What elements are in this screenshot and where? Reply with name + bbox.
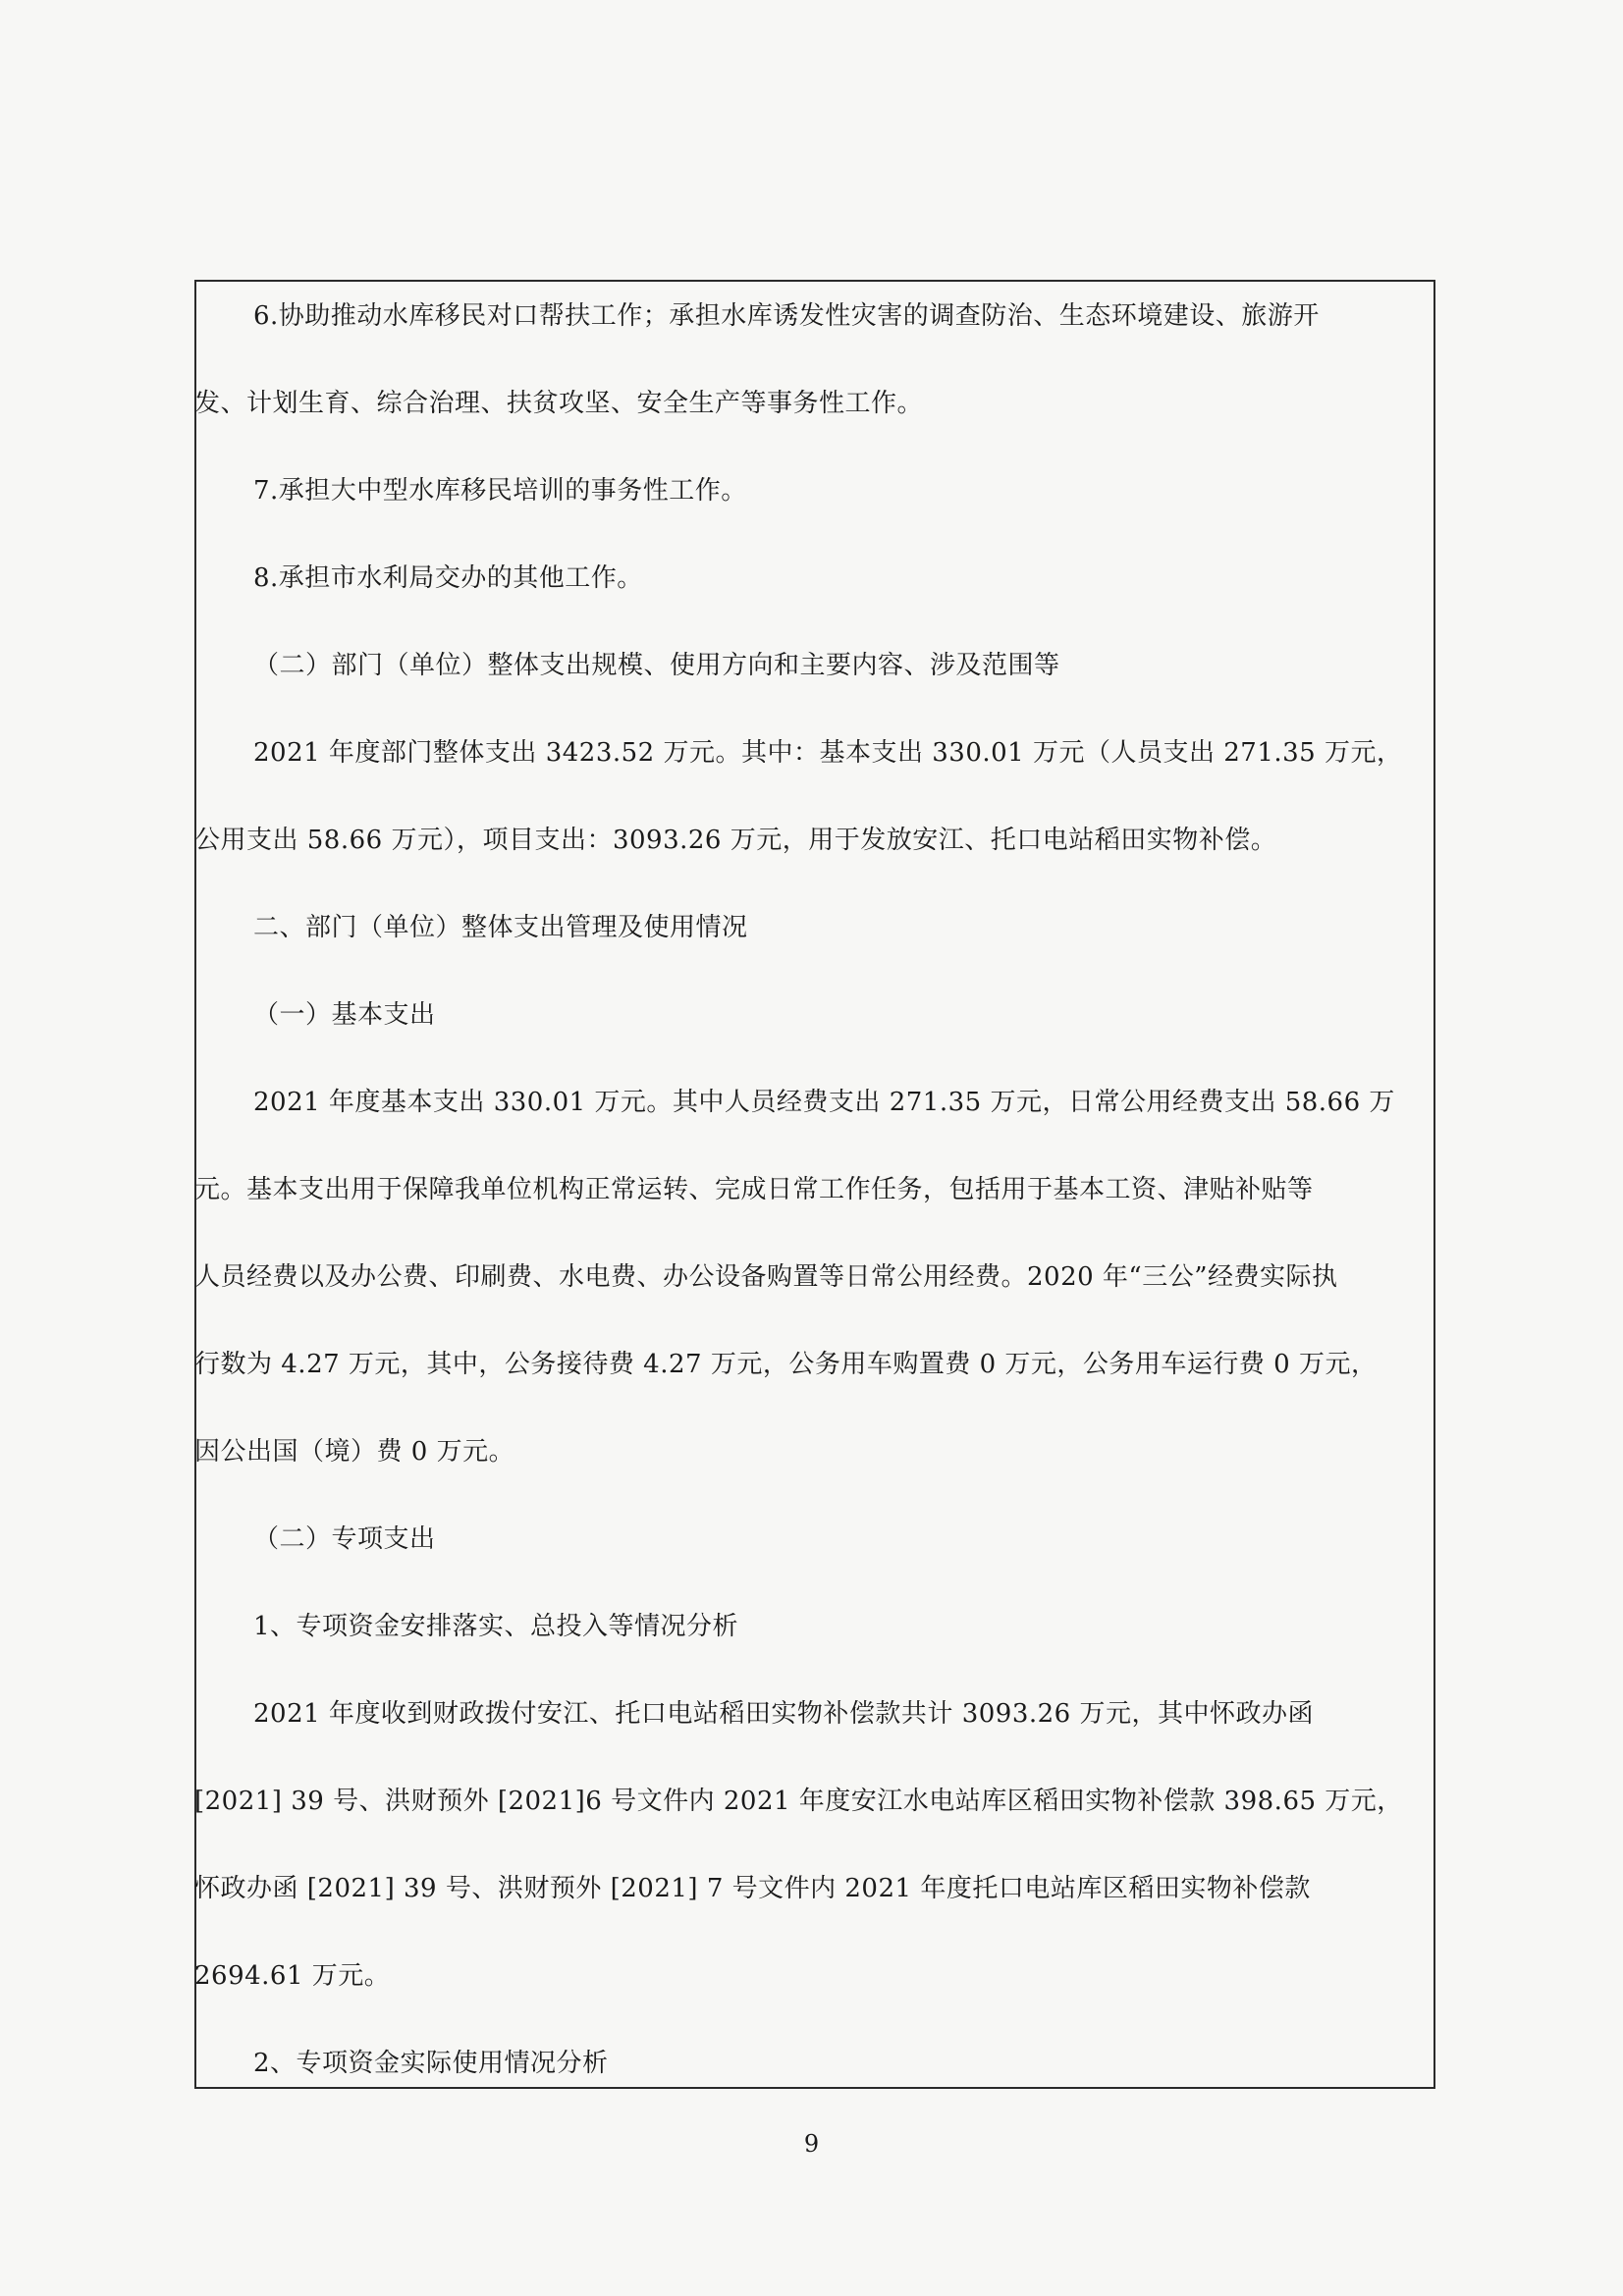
text-line: 发、计划生育、综合治理、扶贫攻坚、安全生产等事务性工作。 xyxy=(194,389,924,418)
text-line: 1、专项资金安排落实、总投入等情况分析 xyxy=(253,1612,739,1641)
text-line: 元。基本支出用于保障我单位机构正常运转、完成日常工作任务，包括用于基本工资、津贴补贴等 xyxy=(194,1175,1314,1204)
text-line: 6.协助推动水库移民对口帮扶工作；承担水库诱发性灾害的调查防治、生态环境建设、旅游开 xyxy=(253,301,1320,331)
text-line: 人员经费以及办公费、印刷费、水电费、办公设备购置等日常公用经费。2020 年“三公”经费实际执 xyxy=(194,1262,1338,1292)
text-line: 怀政办函 [2021] 39 号、洪财预外 [2021] 7 号文件内 2021 年度托口电站库区稻田实物补偿款 xyxy=(194,1874,1311,1903)
text-line: 因公出国（境）费 0 万元。 xyxy=(194,1437,515,1467)
text-line: 2021 年度基本支出 330.01 万元。其中人员经费支出 271.35 万元，日常公用经费支出 58.66 万 xyxy=(253,1088,1395,1117)
text-line: （二）部门（单位）整体支出规模、使用方向和主要内容、涉及范围等 xyxy=(253,651,1060,680)
page-number: 9 xyxy=(803,2130,820,2158)
text-line: [2021] 39 号、洪财预外 [2021]6 号文件内 2021 年度安江水电站库区稻田实物补偿款 398.65 万元， xyxy=(194,1787,1403,1816)
text-line: 2、专项资金实际使用情况分析 xyxy=(253,2049,609,2078)
text-line: 7.承担大中型水库移民培训的事务性工作。 xyxy=(253,476,747,506)
text-line: 2021 年度部门整体支出 3423.52 万元。其中：基本支出 330.01 万元（人员支出 271.35 万元， xyxy=(253,738,1403,768)
text-line: 行数为 4.27 万元，其中，公务接待费 4.27 万元，公务用车购置费 0 万元，公务用车运行费 0 万元， xyxy=(194,1350,1378,1379)
text-line: 2021 年度收到财政拨付安江、托口电站稻田实物补偿款共计 3093.26 万元，其中怀政办函 xyxy=(253,1699,1314,1729)
text-line: （二）专项支出 xyxy=(253,1524,436,1554)
text-line: 公用支出 58.66 万元），项目支出：3093.26 万元，用于发放安江、托口电站稻田实物补偿。 xyxy=(194,826,1277,855)
text-line: （一）基本支出 xyxy=(253,1000,436,1030)
text-line: 2694.61 万元。 xyxy=(194,1961,391,1991)
text-line: 二、部门（单位）整体支出管理及使用情况 xyxy=(253,913,748,942)
text-line: 8.承担市水利局交办的其他工作。 xyxy=(253,563,643,593)
